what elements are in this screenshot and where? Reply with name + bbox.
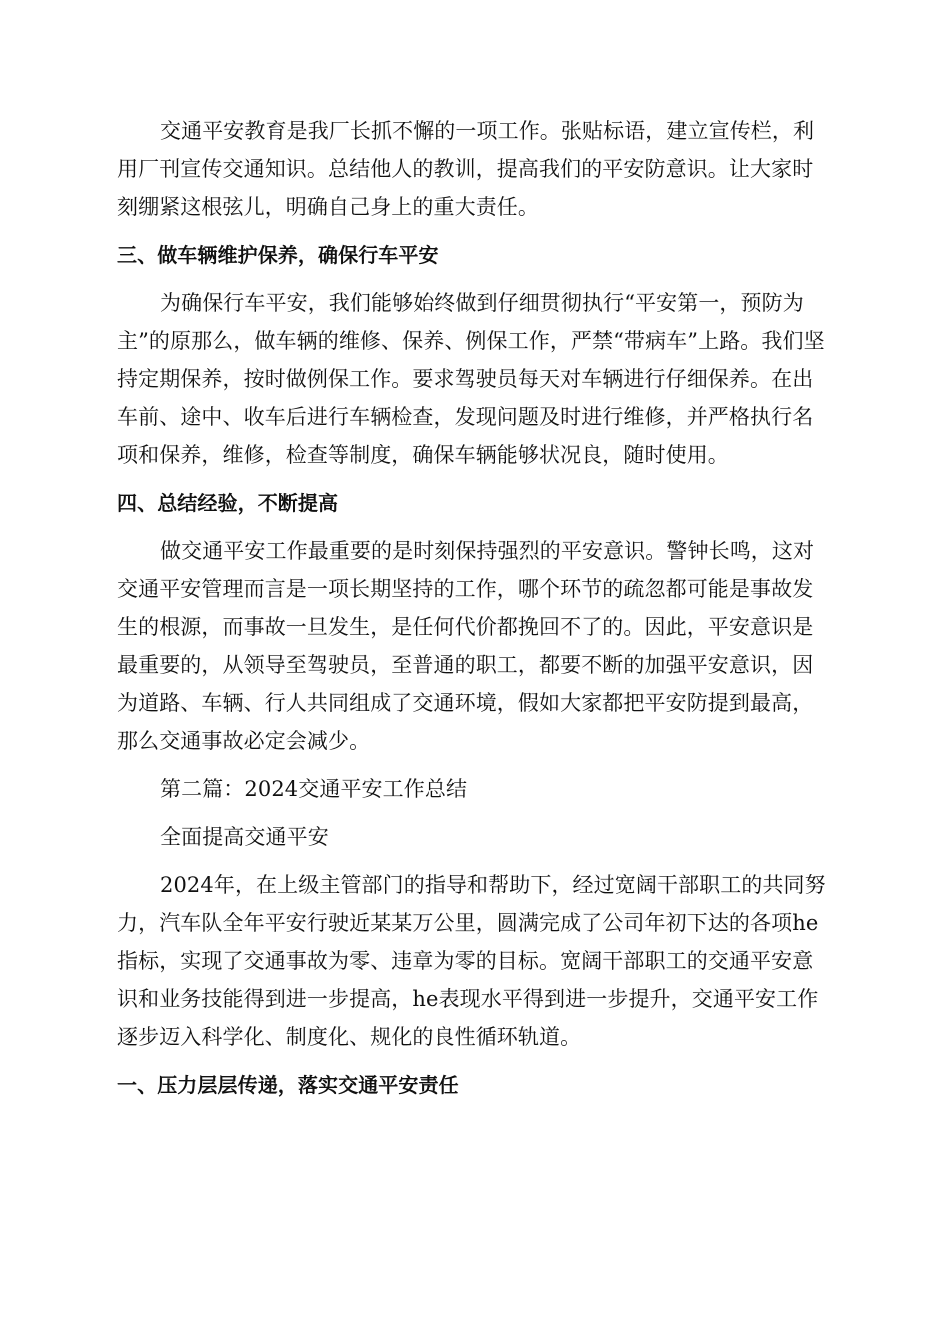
paragraph-second-article-title: 第二篇：2024交通平安工作总结 <box>160 777 468 801</box>
paragraph-article-subtitle: 全面提高交通平安 <box>160 825 329 849</box>
paragraph-safety-awareness: 做交通平安工作最重要的是时刻保持强烈的平安意识。警钟长鸣，这对交通平安管理而言是一项长期坚持的工作，哪个环节的疏忽都可能是事故发生的根源，而事故一旦发生，是任何代价都挽回不了的。因此，平安意识是最重要的，从领导至驾驶员，至普通的职工，都要不断的加强平安意识，因为道路、车辆、行人共同组成了交通环境，假如大家都把平安防提到最高，那么交通事故必定会减少。 <box>117 539 815 753</box>
section-heading-summary-experience: 四、总结经验，不断提高 <box>117 491 339 515</box>
paragraph-traffic-safety-education: 交通平安教育是我厂长抓不懈的一项工作。张贴标语，建立宣传栏，利用厂刊宣传交通知识。总结他人的教训，提高我们的平安防意识。让大家时刻绷紧这根弦儿，明确自己身上的重大责任。 <box>117 119 815 219</box>
section-heading-pressure-transfer: 一、压力层层传递，落实交通平安责任 <box>117 1073 459 1097</box>
document-body <box>117 112 833 1114</box>
section-heading-vehicle-maintenance: 三、做车辆维护保养，确保行车平安 <box>117 243 439 267</box>
paragraph-annual-summary: 2024年，在上级主管部门的指导和帮助下，经过宽阔干部职工的共同努力，汽车队全年平安行驶近某某万公里，圆满完成了公司年初下达的各项he指标，实现了交通事故为零、违章为零的目标。宽阔干部职工的交通平安意识和业务技能得到进一步提高，he表现水平得到进一步提升，交通平安工作逐步迈入科学化、制度化、规化的良性循环轨道。 <box>117 873 826 1049</box>
paragraph-vehicle-maintenance: 为确保行车平安，我们能够始终做到仔细贯彻执行“平安第一，预防为主”的原那么，做车辆的维修、保养、例保工作，严禁“带病车”上路。我们坚持定期保养，按时做例保工作。要求驾驶员每天对车辆进行仔细保养。在出车前、途中、收车后进行车辆检查，发现问题及时进行维修，并严格执行名项和保养，维修，检查等制度，确保车辆能够状况良，随时使用。 <box>117 291 825 467</box>
